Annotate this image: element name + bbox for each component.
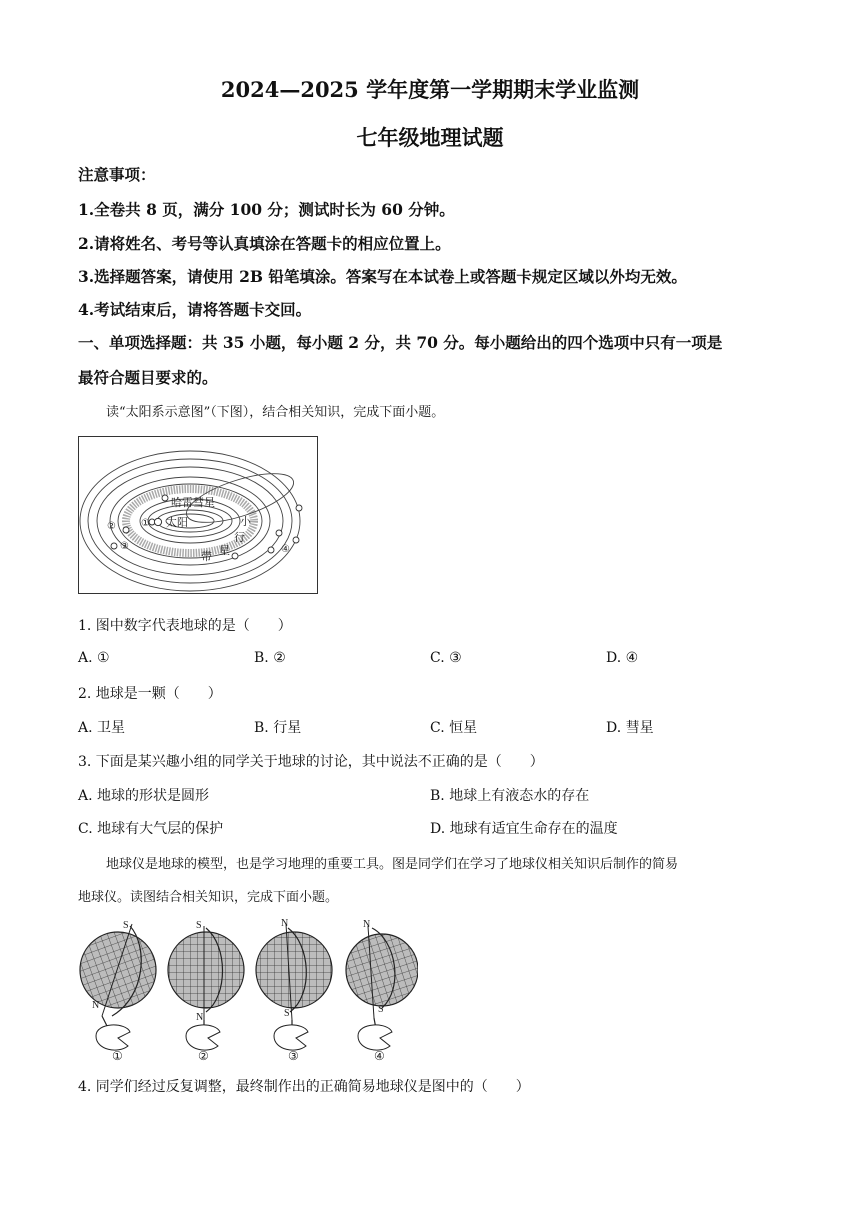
planet-label-1: ① — [141, 518, 150, 529]
globe-3-bottom: S — [284, 1008, 290, 1019]
globe-4 — [332, 920, 418, 1050]
question-1-option-d[interactable]: D. ④ — [606, 650, 639, 666]
globe-3-top: N — [281, 918, 289, 929]
globe-2-top: S — [196, 920, 202, 931]
question-2-option-a[interactable]: A. 卫星 — [78, 720, 126, 736]
question-1-option-b[interactable]: B. ② — [254, 650, 286, 666]
intro-globe-line2: 地球仪。读图结合相关知识，完成下面小题。 — [78, 890, 339, 905]
globe-4-top: N — [363, 919, 371, 930]
question-1-option-a[interactable]: A. ① — [78, 650, 110, 666]
planet-label-2: ② — [107, 521, 116, 532]
globe-1-bottom: N — [92, 1000, 100, 1011]
globe-4-bottom: S — [378, 1004, 384, 1015]
page-subtitle: 七年级地理试题 — [356, 125, 504, 150]
intro-globe-line1: 地球仪是地球的模型，也是学习地理的重要工具。图是同学们在学习了地球仪相关知识后制作的简易 — [106, 857, 679, 872]
globes-figure — [78, 916, 418, 1064]
globe-2-number: ② — [198, 1049, 209, 1063]
question-3-option-a[interactable]: A. 地球的形状是圆形 — [78, 788, 210, 804]
intro-solar: 读“太阳系示意图”（下图），结合相关知识，完成下面小题。 — [106, 405, 445, 420]
question-4-stem: 4. 同学们经过反复调整，最终制作出的正确简易地球仪是图中的（ ） — [78, 1079, 530, 1095]
question-3-option-b[interactable]: B. 地球上有液态水的存在 — [430, 788, 590, 804]
question-2-option-d[interactable]: D. 彗星 — [606, 720, 654, 736]
question-1-stem: 1. 图中数字代表地球的是（ ） — [78, 618, 292, 634]
question-3-stem: 3. 下面是某兴趣小组的同学关于地球的讨论，其中说法不正确的是（ ） — [78, 754, 544, 770]
belt-char-4: 带 — [201, 551, 212, 563]
question-1-option-c[interactable]: C. ③ — [430, 650, 462, 666]
globe-1 — [78, 919, 169, 1050]
section-heading-line2: 最符合题目要求的。 — [78, 368, 218, 387]
globe-3-number: ③ — [288, 1049, 299, 1063]
globe-2-bottom: N — [196, 1012, 204, 1023]
sun-label: 太阳 — [166, 517, 188, 529]
globe-1-top: S — [123, 920, 129, 931]
globe-3 — [254, 924, 334, 1050]
globe-2 — [166, 926, 246, 1050]
question-2-option-c[interactable]: C. 恒星 — [430, 720, 478, 736]
comet-label: 哈雷彗星 — [171, 497, 215, 509]
belt-char-1: 小 — [240, 516, 251, 528]
globe-1-number: ① — [112, 1049, 123, 1063]
note-item-1: 1.全卷共 8 页，满分 100 分；测试时长为 60 分钟。 — [78, 200, 455, 219]
note-item-3: 3.选择题答案，请使用 2B 铅笔填涂。答案写在本试卷上或答题卡规定区域以外均无效。 — [78, 267, 687, 286]
page-title: 2024—2025 学年度第一学期期末学业监测 — [220, 77, 640, 102]
planet-label-4: ④ — [281, 544, 290, 555]
note-item-2: 2.请将姓名、考号等认真填涂在答题卡的相应位置上。 — [78, 234, 451, 253]
question-2-stem: 2. 地球是一颗（ ） — [78, 686, 222, 702]
question-3-option-c[interactable]: C. 地球有大气层的保护 — [78, 821, 224, 837]
planet-label-3: ③ — [120, 541, 129, 552]
note-item-4: 4.考试结束后，请将答题卡交回。 — [78, 300, 312, 319]
question-2-option-b[interactable]: B. 行星 — [254, 720, 302, 736]
sun-icon — [154, 518, 161, 525]
section-heading-line1: 一、单项选择题：共 35 小题，每小题 2 分，共 70 分。每小题给出的四个选项中只有一项是 — [78, 333, 723, 352]
notes-heading: 注意事项： — [78, 165, 156, 184]
belt-char-2: 行 — [234, 532, 245, 544]
solar-system-figure — [78, 436, 318, 594]
globe-4-number: ④ — [374, 1049, 385, 1063]
belt-char-3: 星 — [219, 545, 230, 557]
question-3-option-d[interactable]: D. 地球有适宜生命存在的温度 — [430, 821, 618, 837]
